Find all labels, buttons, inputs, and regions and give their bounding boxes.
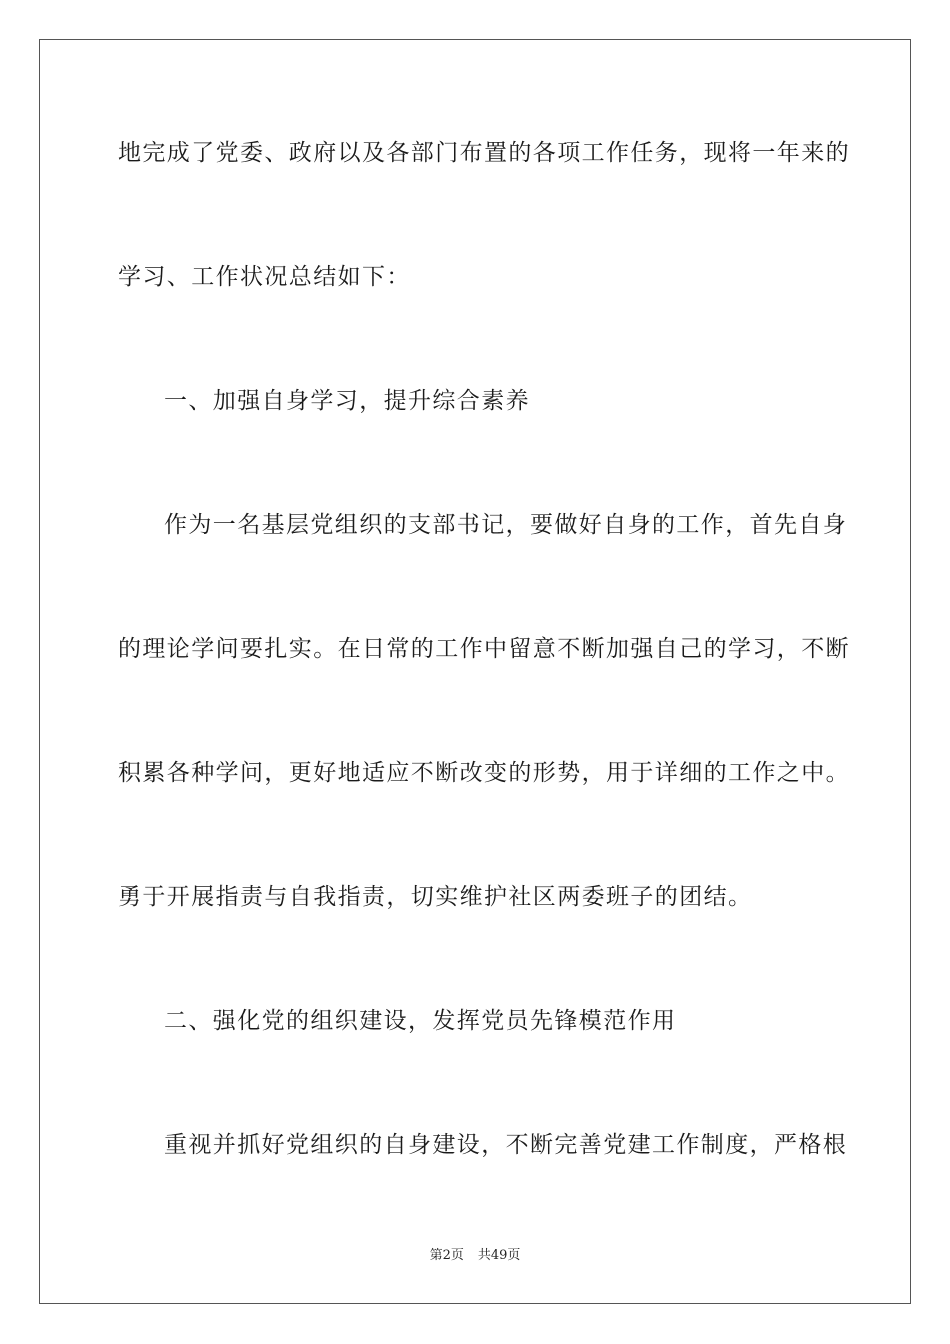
section-heading-2: 二、强化党的组织建设，发挥党员先锋模范作用 xyxy=(164,1008,677,1034)
page-number: 第2页 xyxy=(429,1248,464,1263)
body-line-3: 作为一名基层党组织的支部书记，要做好自身的工作，首先自身 xyxy=(164,512,848,538)
body-line-1: 地完成了党委、政府以及各部门布置的各项工作任务，现将一年来的 xyxy=(118,140,850,166)
body-line-6: 勇于开展指责与自我指责，切实维护社区两委班子的团结。 xyxy=(118,884,753,910)
page-total: 共49页 xyxy=(477,1248,521,1263)
body-line-2: 学习、工作状况总结如下： xyxy=(118,264,411,290)
page-footer xyxy=(0,1247,950,1265)
body-line-7: 重视并抓好党组织的自身建设，不断完善党建工作制度，严格根 xyxy=(164,1132,848,1158)
section-heading-1: 一、加强自身学习，提升综合素养 xyxy=(164,388,530,414)
page-border xyxy=(39,39,911,1304)
body-line-5: 积累各种学问，更好地适应不断改变的形势，用于详细的工作之中。 xyxy=(118,760,850,786)
body-line-4: 的理论学问要扎实。在日常的工作中留意不断加强自己的学习，不断 xyxy=(118,636,850,662)
